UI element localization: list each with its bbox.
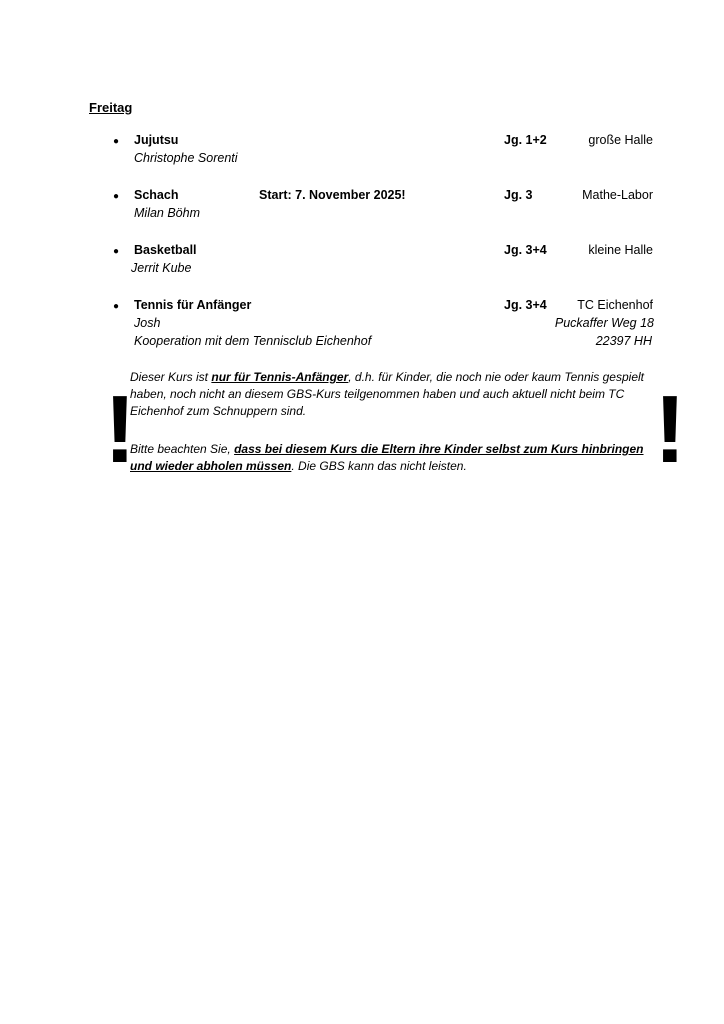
bullet-icon: ● bbox=[113, 191, 120, 202]
course-name: Basketball bbox=[134, 243, 197, 257]
address-street: Puckaffer Weg 18 bbox=[554, 316, 654, 330]
notice-highlight: dass bei diesem Kurs die Eltern ihre Kinder selbst zum Kurs hinbringen und wieder abholen müssen bbox=[130, 442, 644, 473]
exclamation-mark-left: ! bbox=[104, 376, 136, 483]
notice-paragraph-1 bbox=[130, 369, 660, 420]
notice-paragraph-2 bbox=[130, 441, 660, 475]
course-cooperation: Kooperation mit dem Tennisclub Eichenhof bbox=[134, 334, 372, 348]
course-location: große Halle bbox=[588, 133, 653, 147]
exclamation-mark-right: ! bbox=[654, 376, 686, 483]
course-trainer: Josh bbox=[134, 316, 161, 330]
course-start-note: Start: 7. November 2025! bbox=[259, 188, 406, 202]
course-name: Schach bbox=[134, 188, 179, 202]
notice-text: Bitte beachten Sie, bbox=[130, 442, 235, 456]
course-grade: Jg. 3+4 bbox=[504, 298, 547, 312]
course-grade: Jg. 3+4 bbox=[504, 243, 547, 257]
course-grade: Jg. 3 bbox=[504, 188, 533, 202]
bullet-icon: ● bbox=[113, 301, 120, 312]
notice-text: , d.h. für Kinder, die noch nie oder kaum Tennis gespielt haben, noch nicht an diesem GBS-Kurs teilgenommen haben und auch aktuell nicht beim TC Eichenhof zum Schnuppern sind. bbox=[130, 370, 644, 418]
course-location: kleine Halle bbox=[588, 243, 653, 257]
course-trainer: Milan Böhm bbox=[134, 206, 200, 220]
bullet-icon: ● bbox=[113, 136, 120, 147]
bullet-icon: ● bbox=[113, 246, 120, 257]
notice-text: . Die GBS kann das nicht leisten. bbox=[291, 459, 467, 473]
notice-text: Dieser Kurs ist bbox=[130, 370, 212, 384]
course-trainer: Christophe Sorenti bbox=[134, 151, 238, 165]
notice-highlight: nur für Tennis-Anfänger bbox=[211, 370, 349, 384]
course-grade: Jg. 1+2 bbox=[504, 133, 547, 147]
course-name: Jujutsu bbox=[134, 133, 179, 147]
day-heading: Freitag bbox=[89, 100, 133, 115]
course-name: Tennis für Anfänger bbox=[134, 298, 252, 312]
address-city: 22397 HH bbox=[595, 334, 652, 348]
course-location: Mathe-Labor bbox=[582, 188, 653, 202]
course-location: TC Eichenhof bbox=[577, 298, 653, 312]
course-trainer: Jerrit Kube bbox=[131, 261, 192, 275]
